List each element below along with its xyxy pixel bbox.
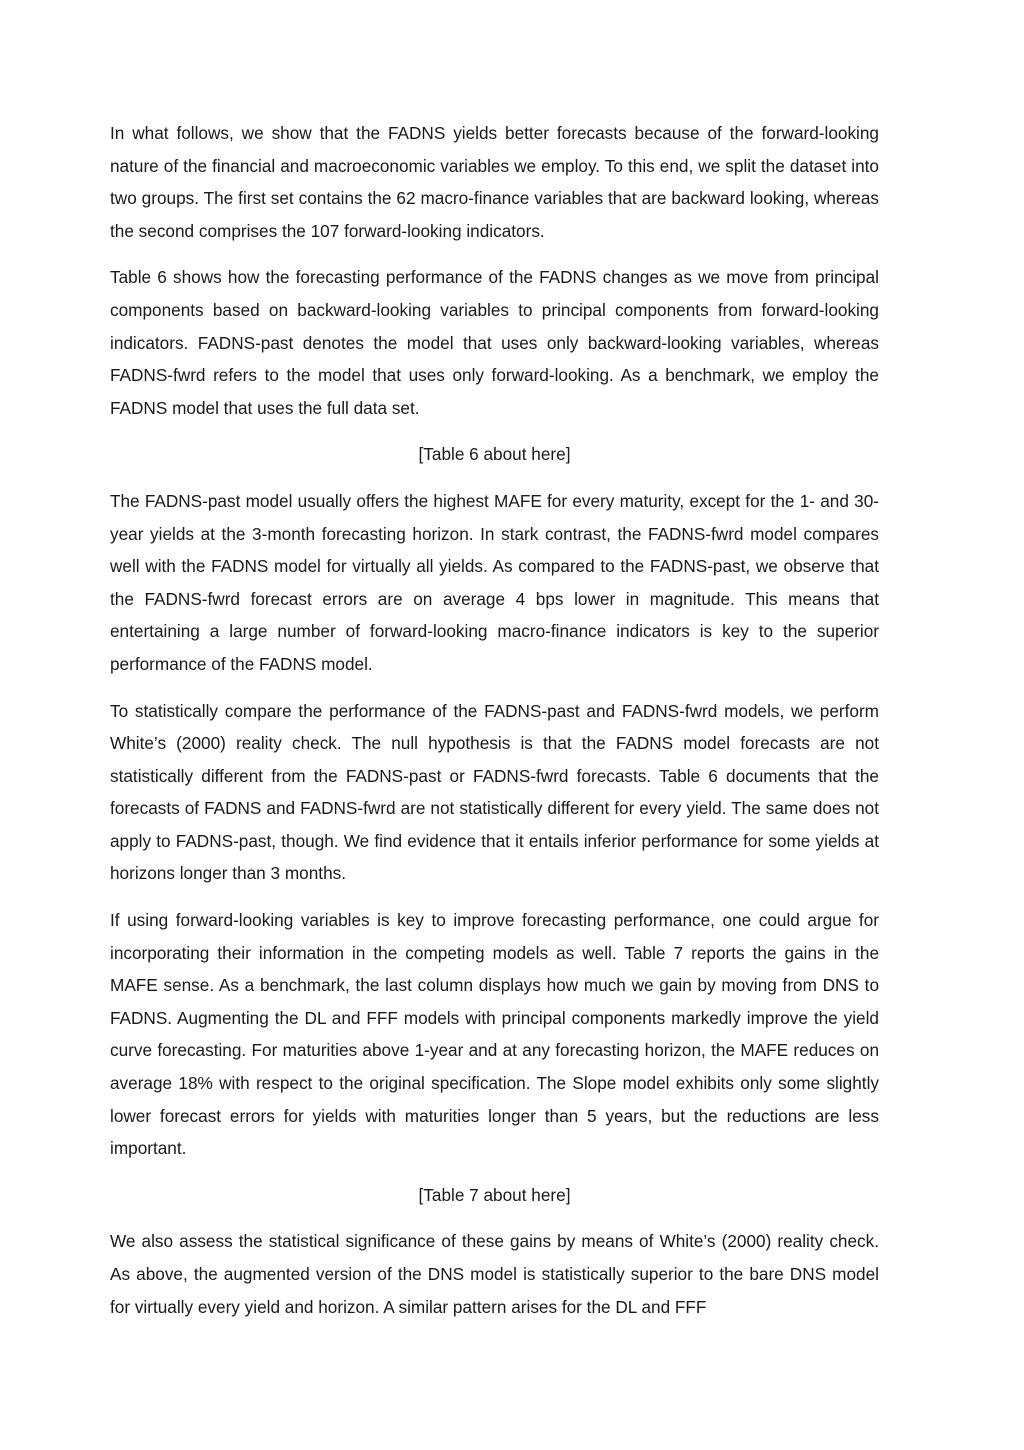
document-page xyxy=(110,117,879,1337)
paragraph-fadns-past-results: The FADNS-past model usually offers the highest MAFE for every maturity, except for the 1- and 30-year yields at the 3-month forecasting horizon. In stark contrast, the FADNS-fwrd model compares well with the FADNS model for virtually all yields. As compared to the FADNS-past, we observe that the FADNS-fwrd forecast errors are on average 4 bps lower in magnitude. This means that entertaining a large number of forward-looking macro-finance indicators is key to the superior performance of the FADNS model. xyxy=(110,490,879,674)
paragraph-statistical-significance: We also assess the statistical significance of these gains by means of White’s (2000) reality check. As above, the augmented version of the DNS model is statistically superior to the bare DNS model for virtually every yield and horizon. A similar pattern arises for the DL and FFF xyxy=(110,1231,879,1317)
paragraph-table6-description: Table 6 shows how the forecasting performance of the FADNS changes as we move from principal components based on backward-looking variables to principal components from forward-looking indicators. FADNS-past denotes the model that uses only backward-looking variables, whereas FADNS-fwrd refers to the model that uses only forward-looking. As a benchmark, we employ the FADNS model that uses the full data set. xyxy=(110,267,879,418)
table-6-placeholder: [Table 6 about here] xyxy=(418,444,571,465)
paragraph-reality-check: To statistically compare the performance of the FADNS-past and FADNS-fwrd models, we perform White’s (2000) reality check. The null hypothesis is that the FADNS model forecasts are not statistically different from the FADNS-past or FADNS-fwrd forecasts. Table 6 documents that the forecasts of FADNS and FADNS-fwrd are not statistically different for every yield. The same does not apply to FADNS-past, though. We find evidence that it entails inferior performance for some yields at horizons longer than 3 months. xyxy=(110,700,879,884)
paragraph-forward-looking-split: In what follows, we show that the FADNS yields better forecasts because of the forward-looking nature of the financial and macroeconomic variables we employ. To this end, we split the dataset into two groups. The first set contains the 62 macro-finance variables that are backward looking, whereas the second comprises the 107 forward-looking indicators. xyxy=(110,123,879,241)
paragraph-table7-gains: If using forward-looking variables is key to improve forecasting performance, one could argue for incorporating their information in the competing models as well. Table 7 reports the gains in the MAFE sense. As a benchmark, the last column displays how much we gain by moving from DNS to FADNS. Augmenting the DL and FFF models with principal components markedly improve the yield curve forecasting. For maturities above 1-year and at any forecasting horizon, the MAFE reduces on average 18% with respect to the original specification. The Slope model exhibits only some slightly lower forecast errors for yields with maturities longer than 5 years, but the reductions are less important. xyxy=(110,910,879,1159)
table-7-placeholder: [Table 7 about here] xyxy=(418,1184,571,1205)
